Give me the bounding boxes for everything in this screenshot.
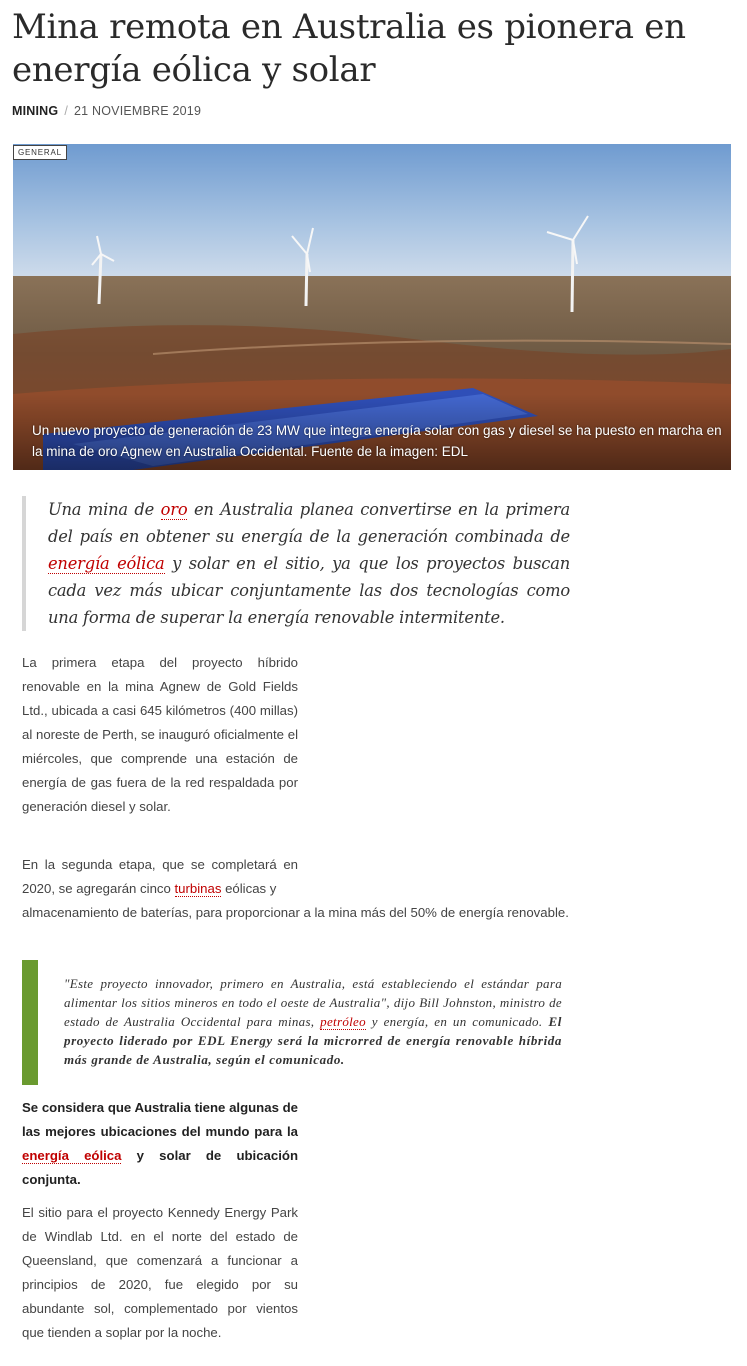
paragraph-text: almacenamiento de baterías, para proporcionar a la mina más del 50% de energía renovable. xyxy=(22,905,569,920)
body-paragraph-1: La primera etapa del proyecto híbrido renovable en la mina Agnew de Gold Fields Ltd., ubicada a casi 645 kilómetros (400 millas) al noreste de Perth, se inauguró oficialmente el miércoles, que comprende una estación de energía de gas fuera de la red respaldada por generación diesel y solar. xyxy=(22,655,298,814)
link-energia-eolica-2[interactable]: energía eólica xyxy=(22,1148,122,1163)
category-badge[interactable]: GENERAL xyxy=(13,145,67,160)
pull-quote xyxy=(22,960,566,1085)
body-paragraph-3: El sitio para el proyecto Kennedy Energy Park de Windlab Ltd. en el norte del estado de Queensland, que comenzará a funcionar a principios de 2020, fue elegido por su abundante sol, complementado por vientos que tienden a soplar por la noche. xyxy=(22,1205,298,1340)
image-caption: Un nuevo proyecto de generación de 23 MW que integra energía solar con gas y diesel se ha puesto en marcha en la mina de oro Agnew en Australia Occidental. Fuente de la imagen: EDL xyxy=(32,423,722,459)
article-meta xyxy=(12,104,201,118)
body-paragraph-2 xyxy=(22,853,569,925)
category-link[interactable]: MINING xyxy=(12,104,59,118)
highlight-text: y solar de ubicación conjunta. xyxy=(22,1148,298,1187)
highlight-text: Se considera que Australia tiene algunas de las mejores ubicaciones del mundo para la xyxy=(22,1100,298,1139)
link-turbinas[interactable]: turbinas xyxy=(174,881,222,896)
quote-text: y energía, en un comunicado. xyxy=(365,1014,543,1029)
lead-text: en Australia planea convertirse en la primera del país en obtener su energía de la generación combinada de xyxy=(48,500,571,546)
paragraph-text: En la segunda etapa, que se completará en 2020, se agregarán cinco xyxy=(22,857,298,896)
highlight-paragraph xyxy=(22,1096,298,1192)
quote-text: "Este proyecto innovador, primero en Australia, está estableciendo el estándar para alimentar los sitios mineros en todo el oeste de Australia", dijo Bill Johnston, ministro de estado de Australia Occidental para minas, xyxy=(64,976,562,1029)
paragraph-text xyxy=(22,853,298,901)
lead-text: Una mina de xyxy=(48,500,161,519)
lead-text: y solar en el sitio, ya que los proyectos buscan cada vez más ubicar conjuntamente las dos tecnologías como una forma de superar la energía renovable intermitente. xyxy=(48,554,570,627)
lead-paragraph xyxy=(22,496,570,631)
article-title: Mina remota en Australia es pionera en energía eólica y solar xyxy=(12,7,686,90)
meta-separator: / xyxy=(64,104,69,118)
paragraph-text: eólicas y xyxy=(221,881,277,896)
link-energia-eolica[interactable]: energía eólica xyxy=(48,554,165,573)
link-petroleo[interactable]: petróleo xyxy=(320,1014,366,1029)
link-oro[interactable]: oro xyxy=(160,500,188,519)
quote-text xyxy=(64,974,562,1069)
quote-bold-text: El proyecto liderado por EDL Energy será la microrred de energía renovable híbrida más grande de Australia, según el comunicado. xyxy=(64,1014,562,1067)
publish-date: 21 NOVIEMBRE 2019 xyxy=(74,104,202,118)
